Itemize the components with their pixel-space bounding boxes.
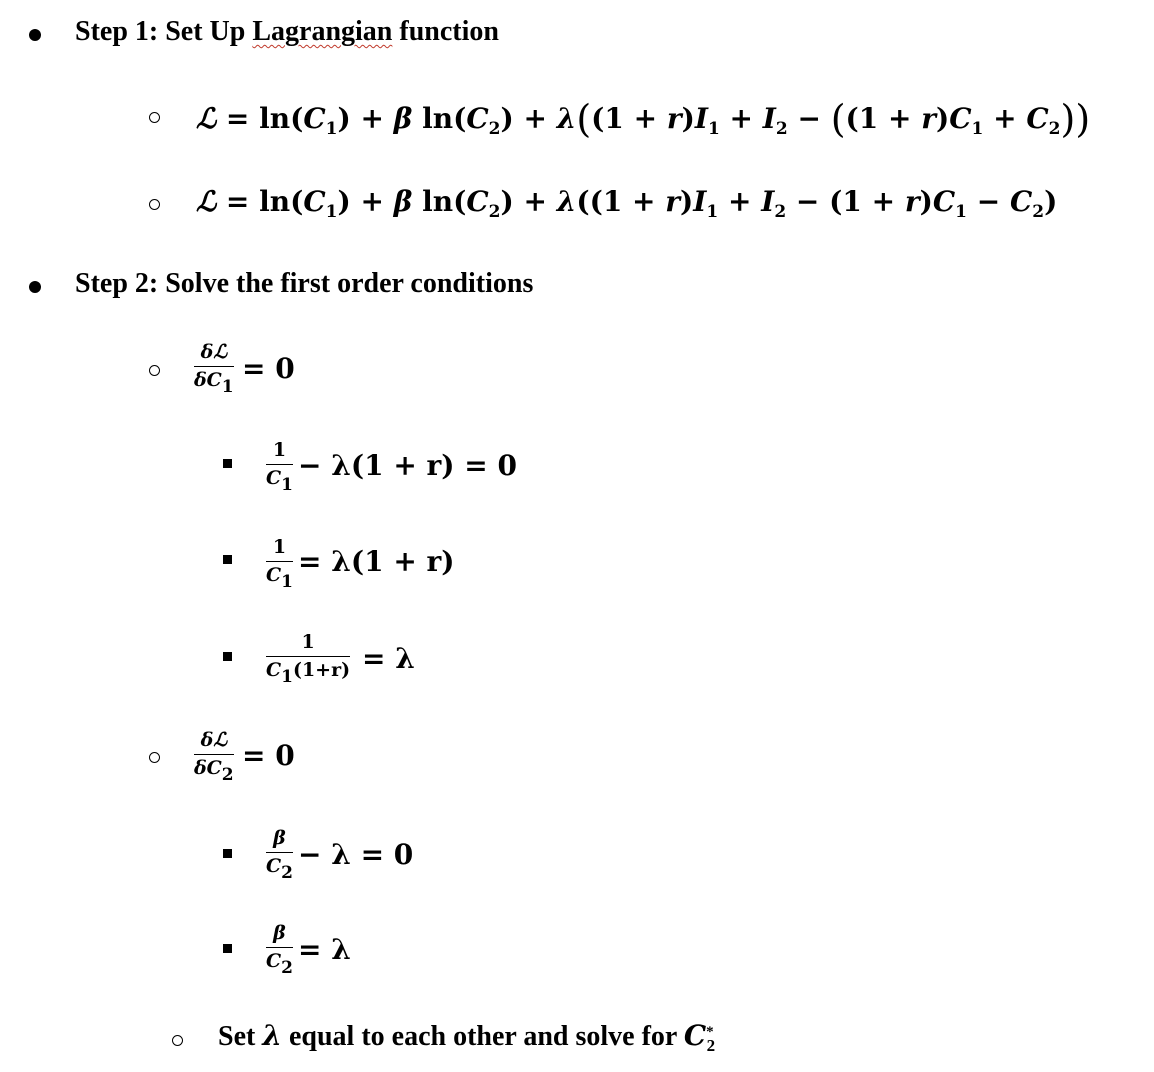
foc-c1-numerator [201, 342, 227, 363]
foc-c2-den-var: δC [194, 757, 222, 780]
c1-step3-fraction [266, 631, 351, 688]
foc-c1-denominator [194, 369, 234, 398]
bullet-circle-eq2 [149, 199, 160, 210]
bullet-disc-step2 [29, 281, 41, 293]
c1-step3-den [266, 659, 351, 688]
fraction-bar [194, 366, 234, 368]
step1-heading-suffix: function [392, 16, 499, 47]
bullet-square-c2-step1 [223, 849, 232, 858]
c1-step2-rhs: = λ(1 + r) [298, 545, 455, 578]
foc-c2-numerator [201, 730, 227, 751]
final-var: C [683, 1019, 707, 1052]
c2-step1-den-var: C [266, 855, 282, 878]
c1-step2-fraction [266, 536, 293, 593]
foc-c1-num-text: δℒ [200, 341, 227, 363]
foc-c2-num-text: δℒ [200, 729, 227, 751]
fraction-bar [266, 852, 293, 854]
c1-step2-den [266, 564, 293, 593]
c2-step2-num [273, 923, 286, 944]
c1-step3-den-tail: (1+r) [292, 659, 351, 682]
c1-step1-num: 1 [272, 439, 287, 461]
c1-step2-den-sub: 1 [281, 572, 293, 593]
c1-step2-num: 1 [272, 536, 287, 558]
fraction-bar [266, 656, 350, 658]
step1-heading-wavy: Lagrangian [252, 16, 393, 47]
bullet-square-c1-step1 [223, 459, 232, 468]
foc-c1-fraction [194, 341, 234, 398]
fraction-bar [266, 464, 293, 466]
final-lambda: λ [262, 1019, 282, 1052]
bullet-square-c1-step3 [223, 652, 232, 661]
bullet-square-c1-step2 [223, 555, 232, 564]
foc-c1-rhs: = 0 [242, 352, 295, 385]
c2-step2-fraction [266, 922, 293, 979]
c2-step1-den [266, 855, 293, 884]
foc-c2-rhs: = 0 [242, 739, 295, 772]
lagrangian-equation-2: ℒ = $\ln(C_1) + \beta$ $\ln(C_2) + \lambda((1 + r)I_1 + I_2 - (1 + r)C_1 - C_2)$ [196, 185, 1058, 222]
final-text-prefix: Set [218, 1021, 263, 1052]
c1-step1-fraction [266, 439, 293, 496]
c1-step1-den [266, 467, 293, 496]
c2-step1-den-sub: 2 [281, 863, 293, 884]
c2-step2-rhs: = λ [298, 933, 351, 966]
foc-c1-den-var: δC [194, 369, 222, 392]
foc-c1-den-sub: 1 [221, 377, 234, 398]
foc-c2-fraction [194, 729, 234, 786]
fraction-bar [266, 561, 293, 563]
final-instruction [218, 1019, 715, 1053]
final-var-sub: 2 [706, 1036, 716, 1055]
final-text-middle: equal to each other and solve for [281, 1021, 684, 1052]
foc-c2-denominator [194, 757, 234, 786]
fraction-bar [194, 754, 234, 756]
bullet-circle-foc-c1 [149, 365, 160, 376]
bullet-circle-foc-c2 [149, 752, 160, 763]
c2-step2-num-var: β [273, 922, 286, 944]
c1-step1-den-sub: 1 [281, 475, 293, 496]
bullet-disc-step1 [29, 29, 41, 41]
foc-c2-den-sub: 2 [221, 765, 234, 786]
c1-step1-den-var: C [266, 467, 282, 490]
bullet-square-c2-step2 [223, 944, 232, 953]
c1-step2-den-var: C [266, 564, 282, 587]
fraction-bar [266, 947, 293, 949]
c1-step3-num: 1 [301, 631, 315, 653]
c1-step1-rhs: − λ(1 + r) = 0 [298, 449, 517, 482]
c2-step1-num-var: β [273, 827, 286, 849]
step1-heading-prefix: Step 1: Set Up [75, 16, 253, 47]
step1-heading [75, 16, 499, 48]
c2-step2-den-sub: 2 [281, 958, 293, 979]
c1-step3-rhs: = λ [362, 642, 415, 675]
c2-step1-num [273, 828, 286, 849]
c2-step1-rhs: − λ = 0 [298, 838, 414, 871]
c1-step3-den-sub: 1 [281, 667, 293, 688]
final-var-sup: * [706, 1024, 714, 1040]
c1-step3-den-var: C [266, 659, 282, 682]
c2-step2-den-var: C [266, 950, 282, 973]
bullet-circle-eq1 [149, 112, 160, 123]
step2-heading: Step 2: Solve the first order conditions [75, 268, 534, 299]
lagrangian-equation-1: ℒ = $\ln(C_1) + \beta$ $\ln(C_2) + \lambda((1 + r)I_1 + I_2 - ((1 + r)C_1 + C_2))$ [196, 97, 1091, 141]
c2-step2-den [266, 950, 293, 979]
bullet-circle-final [172, 1035, 183, 1046]
c2-step1-fraction [266, 827, 293, 884]
